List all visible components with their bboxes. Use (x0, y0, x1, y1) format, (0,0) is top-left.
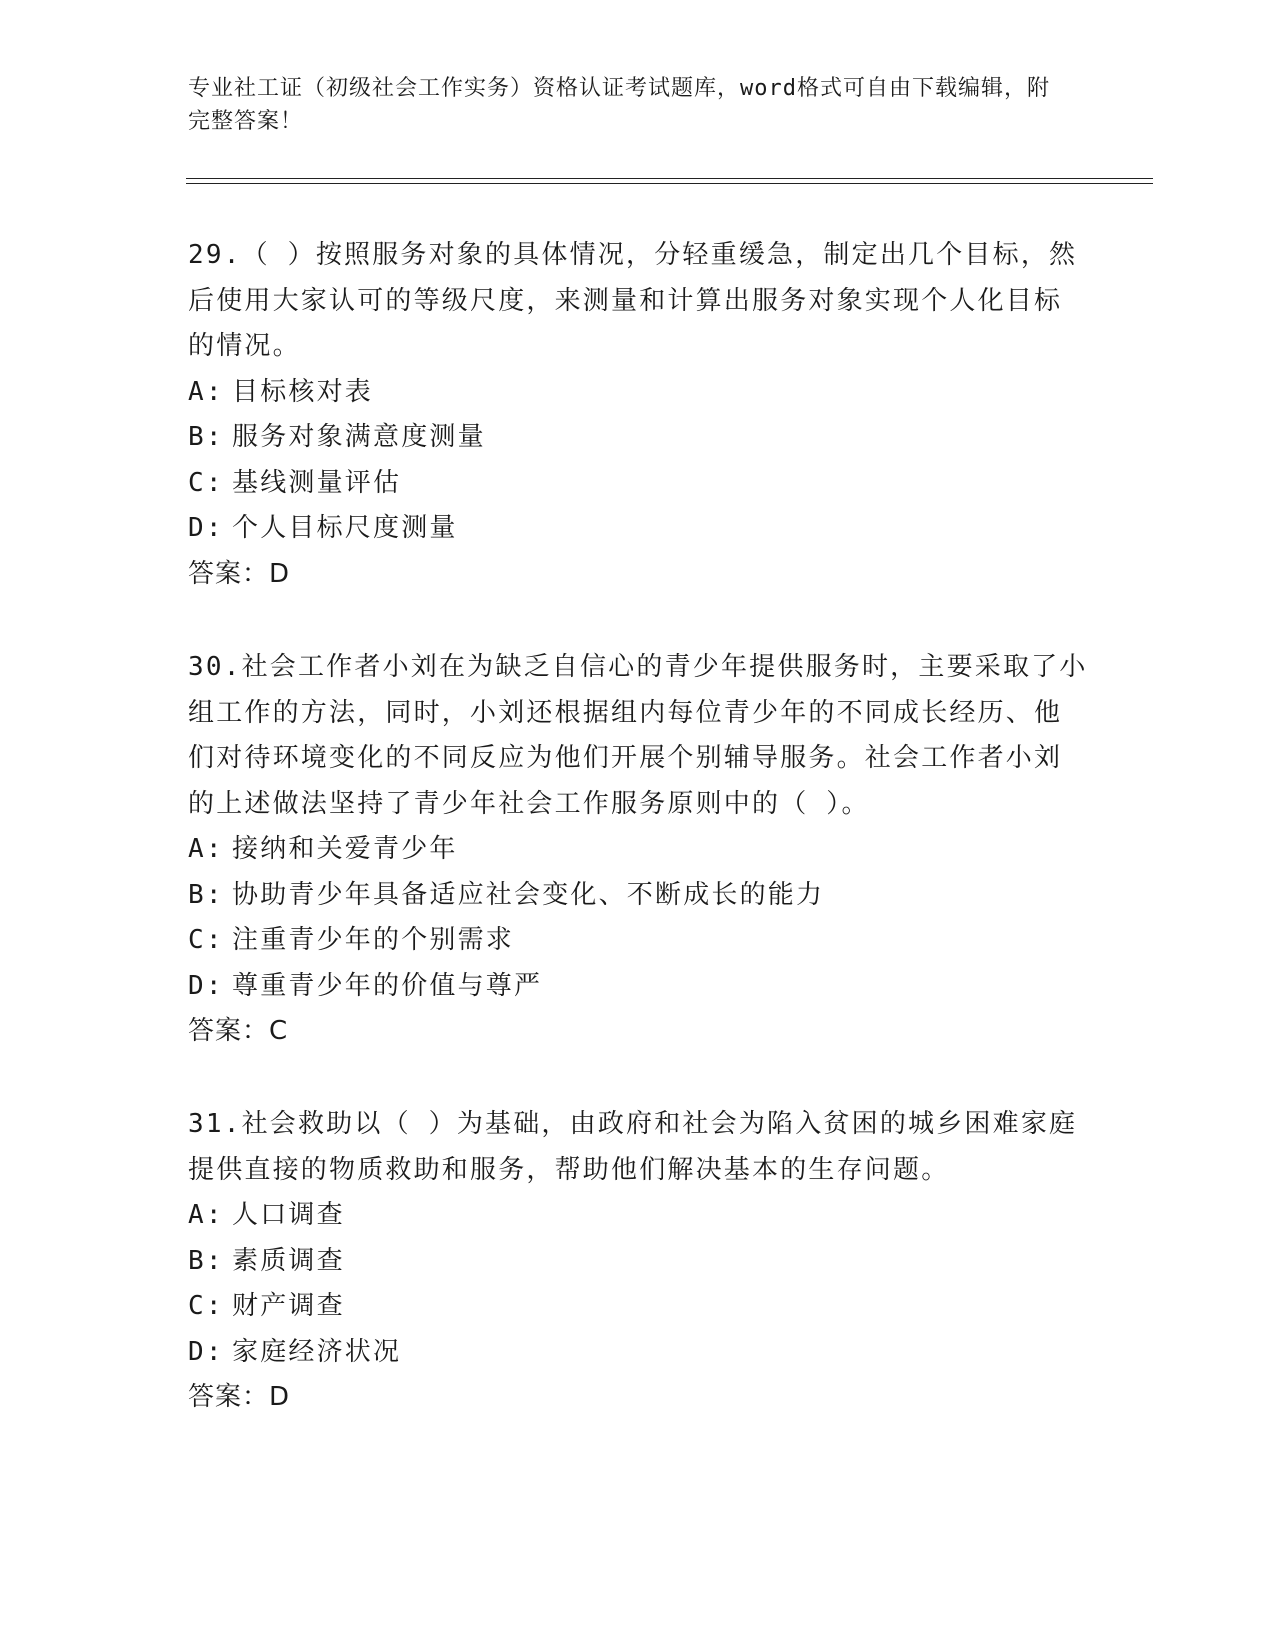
option-text: 素质调查 (232, 1245, 345, 1276)
option-text: 财产调查 (232, 1291, 345, 1321)
option-text: 注重青少年的个别需求 (232, 925, 515, 955)
question-29 (188, 233, 1088, 597)
option-key: A: (188, 1200, 224, 1230)
option-key: B: (188, 422, 224, 452)
option-a (188, 1193, 1088, 1239)
header-divider-top (186, 178, 1153, 179)
option-b (188, 415, 1088, 461)
option-text: 家庭经济状况 (232, 1336, 402, 1367)
question-stem (188, 645, 1088, 827)
option-key: C: (188, 467, 224, 498)
question-text: 社会救助以（ ）为基础，由政府和社会为陷入贫困的城乡困难家庭提供直接的物质救助和服务，帮助他们解决基本的生存问题。 (188, 1109, 1078, 1185)
option-c (188, 1284, 1088, 1330)
option-b (188, 1239, 1088, 1285)
question-number: 30. (188, 652, 242, 682)
option-c (188, 461, 1088, 507)
document-header (188, 72, 1068, 138)
question-number: 31. (188, 1109, 242, 1139)
option-d (188, 964, 1088, 1010)
question-stem (188, 1102, 1088, 1193)
option-key: C: (188, 1291, 224, 1321)
question-30 (188, 645, 1088, 1055)
answer: 答案：D (188, 1382, 291, 1412)
option-a (188, 827, 1088, 873)
option-text: 接纳和关爱青少年 (232, 834, 458, 864)
option-key: B: (188, 879, 224, 910)
option-text: 人口调查 (232, 1200, 345, 1230)
question-text: （ ）按照服务对象的具体情况，分轻重缓急，制定出几个目标，然后使用大家认可的等级尺度，来测量和计算出服务对象实现个人化目标的情况。 (188, 240, 1078, 361)
answer: 答案：D (188, 558, 291, 589)
question-stem (188, 233, 1088, 370)
question-number: 29. (188, 240, 242, 270)
option-key: C: (188, 925, 224, 955)
option-key: B: (188, 1245, 224, 1276)
question-text: 社会工作者小刘在为缺乏自信心的青少年提供服务时，主要采取了小组工作的方法，同时，小刘还根据组内每位青少年的不同成长经历、他们对待环境变化的不同反应为他们开展个别辅导服务。社会工作者小刘的上述做法坚持了青少年社会工作服务原则中的（ ）。 (188, 652, 1088, 819)
option-c (188, 918, 1088, 964)
option-key: D: (188, 513, 224, 543)
option-text: 基线测量评估 (232, 467, 402, 498)
option-text: 目标核对表 (232, 376, 374, 407)
header-title: 专业社工证（初级社会工作实务）资格认证考试题库，word格式可自由下载编辑，附完整答案！ (188, 76, 1050, 134)
option-text: 个人目标尺度测量 (232, 513, 458, 543)
option-b (188, 873, 1088, 919)
option-text: 协助青少年具备适应社会变化、不断成长的能力 (232, 879, 825, 910)
option-key: A: (188, 376, 224, 407)
option-text: 尊重青少年的价值与尊严 (232, 970, 543, 1001)
option-d (188, 1330, 1088, 1376)
answer: 答案：C (188, 1016, 289, 1046)
option-text: 服务对象满意度测量 (232, 422, 486, 452)
option-key: D: (188, 970, 224, 1001)
option-a (188, 370, 1088, 416)
option-d (188, 506, 1088, 552)
question-31 (188, 1102, 1088, 1421)
option-key: A: (188, 834, 224, 864)
option-key: D: (188, 1336, 224, 1367)
header-divider-bottom (186, 183, 1153, 184)
